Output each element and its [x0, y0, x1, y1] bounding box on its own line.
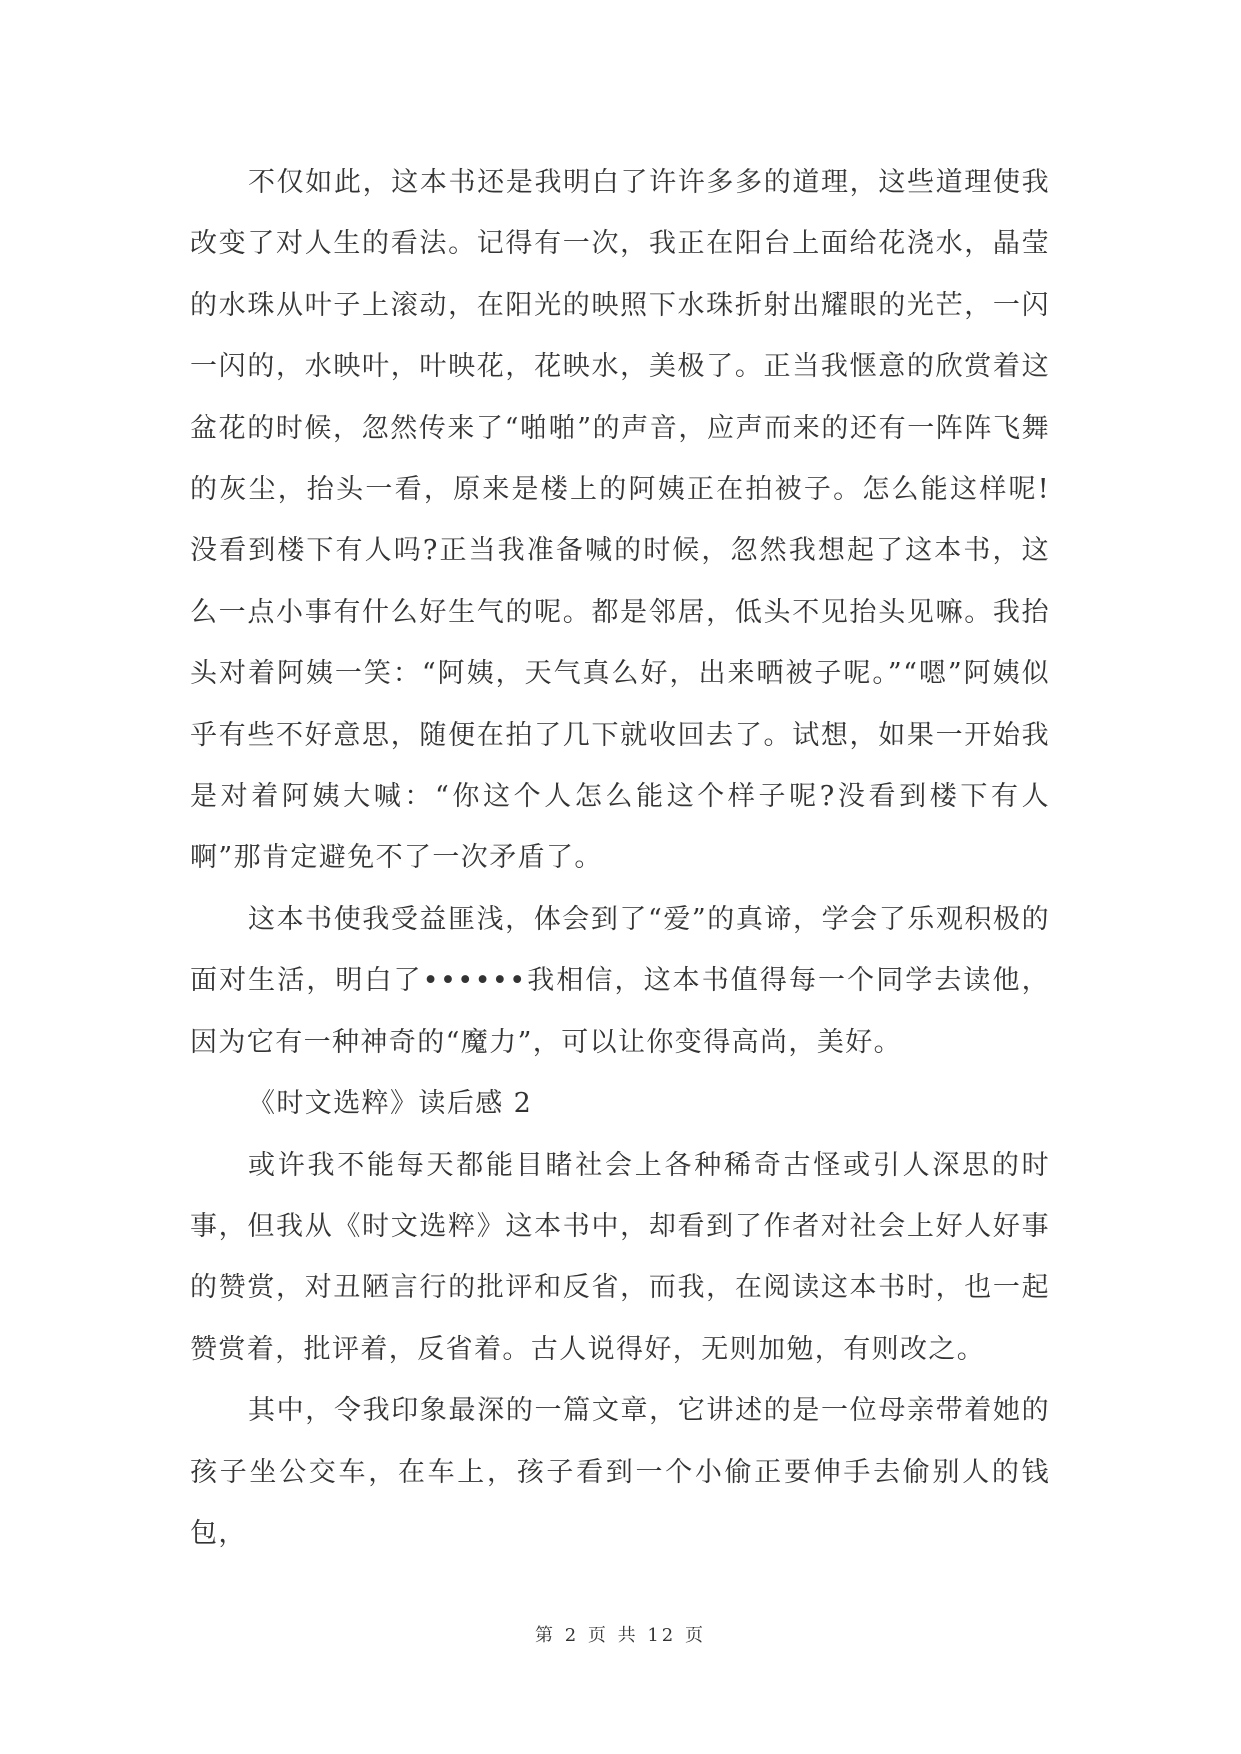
paragraph-1: 不仅如此，这本书还是我明白了许许多多的道理，这些道理使我改变了对人生的看法。记得有一次，我正在阳台上面给花浇水，晶莹的水珠从叶子上滚动，在阳光的映照下水珠折射出耀眼的光芒，一闪一闪的，水映叶，叶映花，花映水，美极了。正当我惬意的欣赏着这盆花的时候，忽然传来了“啪啪”的声音，应声而来的还有一阵阵飞舞的灰尘，抬头一看，原来是楼上的阿姨正在拍被子。怎么能这样呢!没看到楼下有人吗?正当我准备喊的时候，忽然我想起了这本书，这么一点小事有什么好生气的呢。都是邻居，低头不见抬头见嘛。我抬头对着阿姨一笑：“阿姨，天气真么好，出来晒被子呢。”“嗯”阿姨似乎有些不好意思，随便在拍了几下就收回去了。试想，如果一开始我是对着阿姨大喊：“你这个人怎么能这个样子呢?没看到楼下有人啊”那肯定避免不了一次矛盾了。: [190, 167, 1050, 874]
paragraph-2: 这本书使我受益匪浅，体会到了“爱”的真谛，学会了乐观积极的面对生活，明白了••••••我相信，这本书值得每一个同学去读他，因为它有一种神奇的“魔力”，可以让你变得高尚，美好。: [190, 903, 1050, 1058]
paragraph-4: 其中，令我印象最深的一篇文章，它讲述的是一位母亲带着她的孩子坐公交车，在车上，孩子看到一个小偷正要伸手去偷别人的钱包，: [190, 1395, 1050, 1549]
document-body: [190, 152, 1050, 1564]
page-footer: 第 2 页 共 12 页: [535, 1625, 706, 1646]
section-heading: 《时文选粹》读后感 2: [248, 1088, 533, 1120]
paragraph-3: 或许我不能每天都能目睹社会上各种稀奇古怪或引人深思的时事，但我从《时文选粹》这本书中，却看到了作者对社会上好人好事的赞赏，对丑陋言行的批评和反省，而我，在阅读这本书时，也一起赞赏着，批评着，反省着。古人说得好，无则加勉，有则改之。: [190, 1149, 1050, 1365]
